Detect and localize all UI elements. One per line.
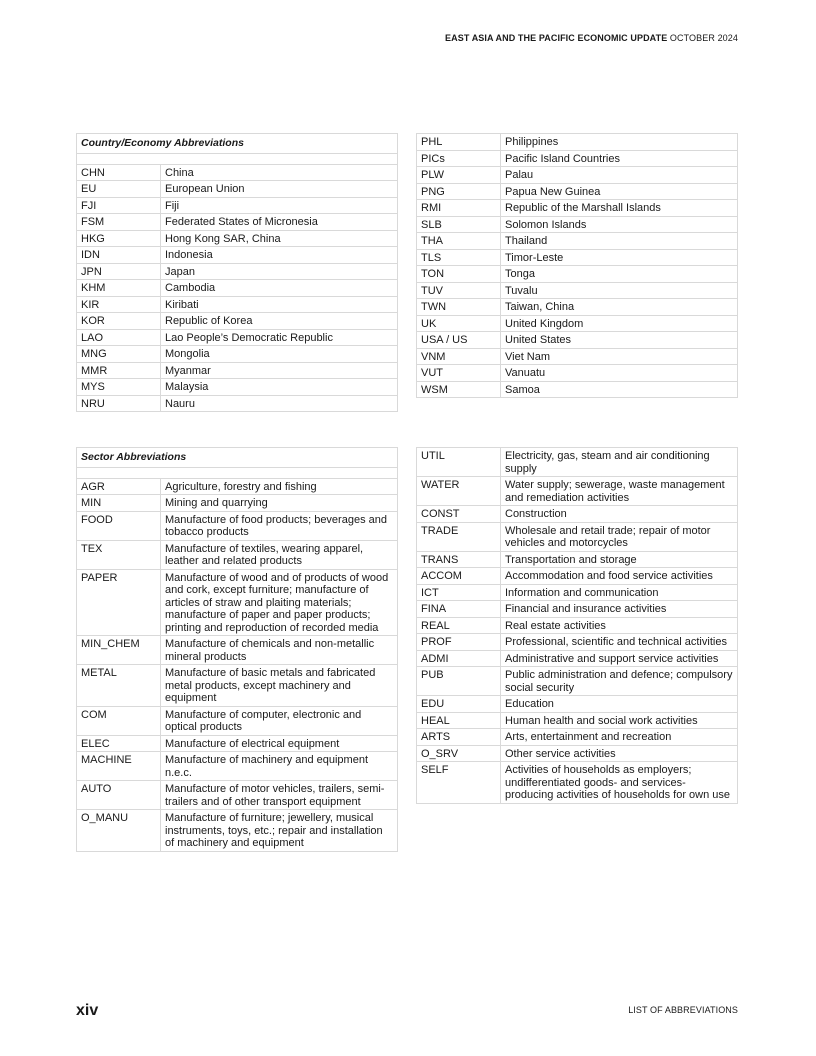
table-row bbox=[417, 183, 738, 200]
abbreviation-code: PLW bbox=[417, 167, 501, 184]
table-row bbox=[417, 381, 738, 398]
abbreviation-meaning: Vanuatu bbox=[501, 365, 738, 382]
abbreviation-meaning: Manufacture of basic metals and fabricated metal products, except machinery and equipment bbox=[161, 665, 398, 707]
abbreviation-meaning: Water supply; sewerage, waste management and remediation activities bbox=[501, 477, 738, 506]
abbreviation-code: ICT bbox=[417, 584, 501, 601]
abbreviation-code: AUTO bbox=[77, 781, 161, 810]
abbreviation-meaning: Transportation and storage bbox=[501, 551, 738, 568]
abbreviation-code: UTIL bbox=[417, 448, 501, 477]
abbreviation-code: HEAL bbox=[417, 712, 501, 729]
abbreviation-meaning: Education bbox=[501, 696, 738, 713]
abbreviation-meaning: Administrative and support service activities bbox=[501, 650, 738, 667]
spacer-cell bbox=[77, 467, 398, 478]
abbreviation-meaning: Construction bbox=[501, 506, 738, 523]
abbreviation-code: VUT bbox=[417, 365, 501, 382]
abbreviation-code: FJI bbox=[77, 197, 161, 214]
table-row bbox=[77, 781, 398, 810]
abbreviation-code: TON bbox=[417, 266, 501, 283]
abbreviation-meaning: Republic of the Marshall Islands bbox=[501, 200, 738, 217]
table-row bbox=[417, 729, 738, 746]
abbreviation-code: PHL bbox=[417, 134, 501, 151]
table-row bbox=[77, 665, 398, 707]
abbreviation-code: USA / US bbox=[417, 332, 501, 349]
table-row bbox=[77, 478, 398, 495]
table-row bbox=[77, 329, 398, 346]
abbreviation-meaning: Mining and quarrying bbox=[161, 495, 398, 512]
table-row bbox=[417, 134, 738, 151]
table-row bbox=[417, 299, 738, 316]
abbreviation-meaning: Japan bbox=[161, 263, 398, 280]
table-row bbox=[417, 477, 738, 506]
abbreviation-meaning: Palau bbox=[501, 167, 738, 184]
table-row bbox=[77, 362, 398, 379]
country-abbreviations-table bbox=[76, 133, 398, 412]
abbreviation-code: MACHINE bbox=[77, 752, 161, 781]
abbreviation-meaning: Philippines bbox=[501, 134, 738, 151]
abbreviation-code: TUV bbox=[417, 282, 501, 299]
abbreviation-meaning: Manufacture of machinery and equipment n.e.c. bbox=[161, 752, 398, 781]
table-row bbox=[77, 706, 398, 735]
table-title-row bbox=[77, 448, 398, 468]
abbreviation-code: KIR bbox=[77, 296, 161, 313]
abbreviation-meaning: Papua New Guinea bbox=[501, 183, 738, 200]
section-name: LIST OF ABBREVIATIONS bbox=[628, 1005, 738, 1015]
abbreviation-meaning: Arts, entertainment and recreation bbox=[501, 729, 738, 746]
abbreviation-meaning: United States bbox=[501, 332, 738, 349]
table-spacer-row bbox=[77, 467, 398, 478]
report-date: OCTOBER 2024 bbox=[669, 33, 738, 43]
country-abbreviations-table-continued bbox=[416, 133, 738, 398]
abbreviation-meaning: Republic of Korea bbox=[161, 313, 398, 330]
abbreviation-code: PROF bbox=[417, 634, 501, 651]
abbreviation-code: WSM bbox=[417, 381, 501, 398]
abbreviation-code: COM bbox=[77, 706, 161, 735]
abbreviation-code: HKG bbox=[77, 230, 161, 247]
abbreviation-code: TLS bbox=[417, 249, 501, 266]
abbreviation-meaning: United Kingdom bbox=[501, 315, 738, 332]
abbreviation-meaning: Pacific Island Countries bbox=[501, 150, 738, 167]
abbreviation-code: KOR bbox=[77, 313, 161, 330]
abbreviation-meaning: Accommodation and food service activities bbox=[501, 568, 738, 585]
abbreviation-meaning: Lao People’s Democratic Republic bbox=[161, 329, 398, 346]
abbreviation-meaning: Myanmar bbox=[161, 362, 398, 379]
table-row bbox=[417, 448, 738, 477]
table-row bbox=[417, 249, 738, 266]
page-number: xiv bbox=[76, 1002, 99, 1019]
abbreviation-code: AGR bbox=[77, 478, 161, 495]
abbreviation-meaning: Manufacture of motor vehicles, trailers, semi-trailers and of other transport equipment bbox=[161, 781, 398, 810]
table-row bbox=[417, 601, 738, 618]
table-row bbox=[417, 745, 738, 762]
table-row bbox=[77, 296, 398, 313]
table-row bbox=[77, 197, 398, 214]
abbreviation-meaning: Public administration and defence; compulsory social security bbox=[501, 667, 738, 696]
abbreviation-meaning: Electricity, gas, steam and air conditioning supply bbox=[501, 448, 738, 477]
abbreviation-meaning: Professional, scientific and technical activities bbox=[501, 634, 738, 651]
abbreviation-code: UK bbox=[417, 315, 501, 332]
abbreviation-meaning: Samoa bbox=[501, 381, 738, 398]
table-row bbox=[77, 810, 398, 852]
table-row bbox=[77, 313, 398, 330]
table-row bbox=[77, 346, 398, 363]
abbreviation-meaning: Mongolia bbox=[161, 346, 398, 363]
abbreviation-meaning: Manufacture of furniture; jewellery, musical instruments, toys, etc.; repair and installation of machinery and equipment bbox=[161, 810, 398, 852]
abbreviation-meaning: China bbox=[161, 164, 398, 181]
table-row bbox=[77, 280, 398, 297]
abbreviation-meaning: Solomon Islands bbox=[501, 216, 738, 233]
table-row bbox=[417, 216, 738, 233]
abbreviation-meaning: European Union bbox=[161, 181, 398, 198]
abbreviation-meaning: Manufacture of wood and of products of wood and cork, except furniture; manufacture of articles of straw and plaiting materials; manufacture of paper and paper products; printing and reproduction of recorded media bbox=[161, 569, 398, 636]
abbreviation-code: TEX bbox=[77, 540, 161, 569]
abbreviation-meaning: Agriculture, forestry and fishing bbox=[161, 478, 398, 495]
abbreviation-code: TRANS bbox=[417, 551, 501, 568]
abbreviation-code: FOOD bbox=[77, 511, 161, 540]
table-row bbox=[417, 696, 738, 713]
abbreviation-code: CHN bbox=[77, 164, 161, 181]
abbreviation-code: KHM bbox=[77, 280, 161, 297]
abbreviation-meaning: Wholesale and retail trade; repair of motor vehicles and motorcycles bbox=[501, 522, 738, 551]
abbreviation-meaning: Federated States of Micronesia bbox=[161, 214, 398, 231]
abbreviation-meaning: Kiribati bbox=[161, 296, 398, 313]
table-title-row bbox=[77, 134, 398, 154]
table-row bbox=[417, 551, 738, 568]
table-row bbox=[77, 214, 398, 231]
abbreviation-code: THA bbox=[417, 233, 501, 250]
abbreviation-code: PAPER bbox=[77, 569, 161, 636]
abbreviation-meaning: Malaysia bbox=[161, 379, 398, 396]
table-row bbox=[77, 164, 398, 181]
abbreviation-meaning: Viet Nam bbox=[501, 348, 738, 365]
abbreviation-code: EU bbox=[77, 181, 161, 198]
table-row bbox=[417, 617, 738, 634]
report-title: EAST ASIA AND THE PACIFIC ECONOMIC UPDATE bbox=[445, 33, 668, 43]
table-row bbox=[77, 230, 398, 247]
sector-abbreviations-table bbox=[76, 447, 398, 852]
abbreviation-meaning: Human health and social work activities bbox=[501, 712, 738, 729]
abbreviation-code: TWN bbox=[417, 299, 501, 316]
table-row bbox=[417, 568, 738, 585]
abbreviation-code: ACCOM bbox=[417, 568, 501, 585]
abbreviation-code: ADMI bbox=[417, 650, 501, 667]
abbreviation-meaning: Fiji bbox=[161, 197, 398, 214]
abbreviation-meaning: Other service activities bbox=[501, 745, 738, 762]
abbreviation-meaning: Indonesia bbox=[161, 247, 398, 264]
table-row bbox=[417, 348, 738, 365]
abbreviation-meaning: Manufacture of textiles, wearing apparel, leather and related products bbox=[161, 540, 398, 569]
abbreviation-code: JPN bbox=[77, 263, 161, 280]
abbreviation-code: ARTS bbox=[417, 729, 501, 746]
table-row bbox=[417, 634, 738, 651]
abbreviation-code: LAO bbox=[77, 329, 161, 346]
abbreviation-meaning: Taiwan, China bbox=[501, 299, 738, 316]
abbreviation-meaning: Timor-Leste bbox=[501, 249, 738, 266]
table-row bbox=[417, 315, 738, 332]
abbreviation-meaning: Thailand bbox=[501, 233, 738, 250]
table-row bbox=[417, 167, 738, 184]
running-header bbox=[445, 33, 738, 43]
abbreviation-code: MIN_CHEM bbox=[77, 636, 161, 665]
abbreviation-code: NRU bbox=[77, 395, 161, 412]
abbreviation-meaning: Tonga bbox=[501, 266, 738, 283]
abbreviation-meaning: Manufacture of computer, electronic and optical products bbox=[161, 706, 398, 735]
abbreviation-code: WATER bbox=[417, 477, 501, 506]
abbreviation-code: SLB bbox=[417, 216, 501, 233]
abbreviation-code: MNG bbox=[77, 346, 161, 363]
table-row bbox=[77, 569, 398, 636]
table-row bbox=[77, 636, 398, 665]
spacer-cell bbox=[77, 153, 398, 164]
table-row bbox=[77, 735, 398, 752]
table-row bbox=[417, 667, 738, 696]
abbreviation-code: FSM bbox=[77, 214, 161, 231]
table-row bbox=[77, 495, 398, 512]
abbreviation-meaning: Financial and insurance activities bbox=[501, 601, 738, 618]
abbreviation-meaning: Real estate activities bbox=[501, 617, 738, 634]
abbreviation-code: TRADE bbox=[417, 522, 501, 551]
table-row bbox=[77, 752, 398, 781]
abbreviation-meaning: Cambodia bbox=[161, 280, 398, 297]
abbreviation-code: IDN bbox=[77, 247, 161, 264]
abbreviation-meaning: Activities of households as employers; undifferentiated goods- and services-producing activities of households for own use bbox=[501, 762, 738, 804]
table-row bbox=[417, 650, 738, 667]
abbreviation-code: ELEC bbox=[77, 735, 161, 752]
sector-abbreviations-table-continued bbox=[416, 447, 738, 804]
abbreviation-meaning: Manufacture of chemicals and non-metallic mineral products bbox=[161, 636, 398, 665]
abbreviation-code: CONST bbox=[417, 506, 501, 523]
abbreviation-code: RMI bbox=[417, 200, 501, 217]
abbreviation-code: MYS bbox=[77, 379, 161, 396]
abbreviation-meaning: Information and communication bbox=[501, 584, 738, 601]
abbreviation-meaning: Tuvalu bbox=[501, 282, 738, 299]
table-row bbox=[417, 233, 738, 250]
table-spacer-row bbox=[77, 153, 398, 164]
table-row bbox=[417, 522, 738, 551]
abbreviation-code: METAL bbox=[77, 665, 161, 707]
table-row bbox=[417, 200, 738, 217]
abbreviation-code: PUB bbox=[417, 667, 501, 696]
table-row bbox=[77, 247, 398, 264]
table-row bbox=[417, 332, 738, 349]
table-row bbox=[417, 282, 738, 299]
table-row bbox=[77, 379, 398, 396]
abbreviation-code: O_SRV bbox=[417, 745, 501, 762]
abbreviation-code: PNG bbox=[417, 183, 501, 200]
abbreviation-code: FINA bbox=[417, 601, 501, 618]
table-row bbox=[77, 395, 398, 412]
table-row bbox=[417, 762, 738, 804]
table-row bbox=[417, 506, 738, 523]
table-row bbox=[417, 150, 738, 167]
table-row bbox=[417, 365, 738, 382]
abbreviation-meaning: Manufacture of electrical equipment bbox=[161, 735, 398, 752]
table-row bbox=[77, 511, 398, 540]
abbreviation-meaning: Hong Kong SAR, China bbox=[161, 230, 398, 247]
table-row bbox=[417, 712, 738, 729]
table-row bbox=[77, 181, 398, 198]
abbreviation-code: SELF bbox=[417, 762, 501, 804]
abbreviation-code: EDU bbox=[417, 696, 501, 713]
abbreviation-code: PICs bbox=[417, 150, 501, 167]
abbreviation-code: MMR bbox=[77, 362, 161, 379]
table-row bbox=[77, 540, 398, 569]
table-row bbox=[77, 263, 398, 280]
abbreviation-code: REAL bbox=[417, 617, 501, 634]
abbreviation-code: VNM bbox=[417, 348, 501, 365]
table-title: Country/Economy Abbreviations bbox=[77, 134, 398, 154]
abbreviation-code: O_MANU bbox=[77, 810, 161, 852]
table-title: Sector Abbreviations bbox=[77, 448, 398, 468]
abbreviation-meaning: Manufacture of food products; beverages and tobacco products bbox=[161, 511, 398, 540]
table-row bbox=[417, 584, 738, 601]
abbreviation-code: MIN bbox=[77, 495, 161, 512]
table-row bbox=[417, 266, 738, 283]
abbreviation-meaning: Nauru bbox=[161, 395, 398, 412]
